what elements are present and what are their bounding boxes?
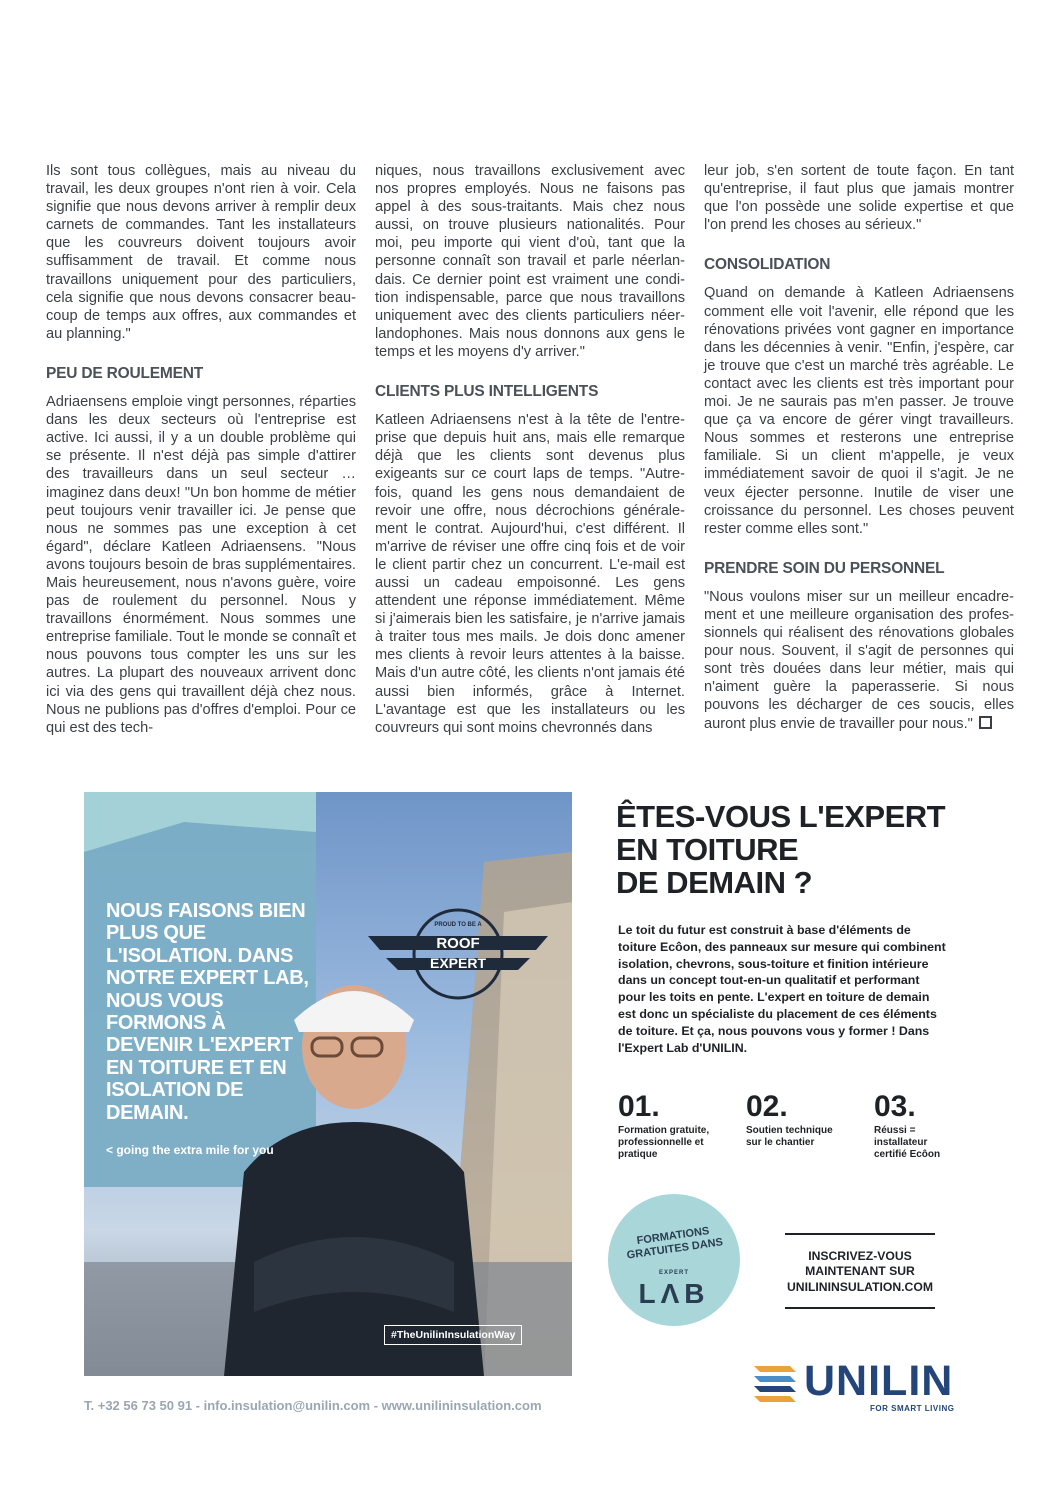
article-column-2 (375, 162, 685, 737)
unilin-logo (750, 1358, 960, 1418)
brand-name: UNILIN (804, 1357, 954, 1405)
article-column-3 (704, 162, 1014, 733)
badge-expert-text: EXPERT (658, 1270, 689, 1276)
unilin-logo-icon (750, 1360, 800, 1406)
hashtag-label: #TheUnilinInsulationWay (384, 1325, 522, 1345)
article-column-1 (46, 162, 356, 737)
paragraph: Quand on demande à Katleen Adriaensens comment elle voit l'avenir, elle répond que les rénovations privées vont gagner en importance dans les décennies à venir. "Enfin, j'espère, car je trouve que c'est un marché très agréable. Le contact avec les clients est très important pour moi. Je ne saurais pas m'en passer. Je trouve que ça va encore de gérer vingt travailleurs. Nous sommes et resterons une entreprise familiale. Si un client m'appelle, je veux immédiatement savoir de quoi il s'agit. Je ne veux éjecter personne. Inutile de viser une croissance du personnel. Les choses peuvent rester comme elles sont." (704, 285, 1014, 537)
ad-title-line: EN TOITURE (616, 832, 799, 867)
paragraph (704, 588, 1014, 733)
step-number: 02. (746, 1090, 788, 1123)
badge-lab-text: LΛB (638, 1278, 710, 1309)
ad-body-text: Le toit du futur est construit à base d'éléments de toiture Ecôon, des panneaux sur mesure qui combinent isolation, chevrons, sous-toiture et finition intérieure dans un concept tout-en-un qualitatif et performant pour les toits en pente. L'expert en toiture de demain est donc un spécialiste du placement de ces éléments de toiture. Et ça, nous pouvons vous y former ! Dans l'Expert Lab d'UNILIN. (618, 923, 946, 1055)
paragraph: Ils sont tous collègues, mais au niveau du travail, les deux groupes n'ont rien à voir. Cela signifie que nous devons arriver à remplir deux carnets de commandes. Tant les installateurs que les couvreurs doivent toujours avoir suffisamment de travail. Et comme nous travaillons uniquement pour des particuliers, cela signifie que nous devons consacrer beaucoup de temps aux offres, aux commandes et au planning." (46, 163, 356, 342)
contact-line: T. +32 56 73 50 91 - info.insulation@unilin.com - www.unilininsulation.com (84, 1398, 542, 1413)
paragraph: Katleen Adriaensens n'est à la tête de l'entreprise que depuis huit ans, mais elle remarque déjà que les clients sont devenus plus exigeants sur ce court laps de temps. "Autrefois, quand les gens nous demandaient de revoir une offre, nous décrochions généralement le contrat. Aujourd'hui, c'est différent. Il m'arrive de réviser une offre cinq fois et de voir le client partir chez un concurrent. L'e-mail est aussi un cadeau empoisonné. Les gens attendent une réponse immédiatement. Même si j'aimerais bien les satisfaire, je n'arrive jamais à traiter tous mes mails. Je dois donc amener mes clients à revoir leurs attentes à la baisse. Mais d'un autre côté, les clients n'ont jamais été aussi bien informés, grâce à Internet. L'avantage est que les installateurs ou les couvreurs qui sont moins chevronnés dans (375, 412, 685, 736)
brand-tagline: FOR SMART LIVING (870, 1404, 955, 1413)
ad-title-line: ÊTES-VOUS L'EXPERT (616, 799, 946, 834)
badge-line1-text: ROOF (436, 935, 480, 952)
expert-lab-badge (608, 1194, 740, 1326)
cta-link[interactable]: INSCRIVEZ-VOUS MAINTENANT SUR UNILININSULATION.COM (786, 1249, 933, 1294)
end-mark-icon (979, 716, 992, 729)
section-heading: CLIENTS PLUS INTELLIGENTS (375, 383, 599, 401)
divider (785, 1307, 935, 1309)
step-number: 01. (618, 1090, 660, 1123)
paragraph: leur job, s'en sortent de toute façon. En tant qu'entreprise, il faut plus que jamais montrer que l'on possède une solide expertise et que l'on prend les choses au sérieux." (704, 163, 1014, 234)
ad-title-line: DE DEMAIN ? (616, 865, 812, 900)
paragraph: Adriaensens emploie vingt personnes, réparties dans les deux secteurs où l'entreprise est active. Ici aussi, il y a un double problème qui se présente. Il n'est déjà pas simple d'attirer des travailleurs dans un seul secteur … imaginez dans deux! "Un bon homme de métier peut toujours venir travailler ici. Je pense que nous ne sommes pas une exception à cet égard", déclare Katleen Adriaensens. "Nous avons toujours besoin de bras supplémentaires. Mais heureusement, nous n'avons guère, voire pas de roulement du personnel. Nous y travaillons énormément. Nous sommes une entreprise familiale. Tout le monde se connaît et nous pouvons tous compter les uns sur les autres. La plupart des nouveaux arrivent donc ici via des gens qui travaillent déjà chez nous. Nous ne publions pas d'offres d'emploi. Pour ce qui est des tech- (46, 394, 356, 736)
section-heading: PRENDRE SOIN DU PERSONNEL (704, 559, 945, 577)
paragraph: niques, nous travaillons exclusivement avec nos propres employés. Nous ne faisons pas appel à des sous-traitants. Mais chez nous aussi, on trouve plusieurs nationalités. Pour moi, peu importe qui vient d'où, tant que la personne connaît son travail et parle néerlandais. Ce dernier point est vraiment une condition indispensable, parce que nous travaillons uniquement avec des clients particuliers néerlandophones. Mais nous donnons aux gens le temps et les moyens d'y arriver." (375, 163, 685, 360)
step-label: Formation gratuite, professionnelle et pratique (618, 1125, 710, 1160)
ad-headline: NOUS FAISONS BIEN PLUS QUE L'ISOLATION. DANS NOTRE EXPERT LAB, NOUS VOUS FORMONS À DEVENIR L'EXPERT EN TOITURE ET EN ISOLATION DE DEMAIN. (106, 900, 309, 1124)
step-label: Soutien technique sur le chantier (746, 1125, 833, 1148)
paragraph-text: "Nous voulons miser sur un meilleur encadrement et une meilleure organisation des professionnels qui réalisent des rénovations globales pour nous. Souvent, il s'agit de personnes qui sont très douées dans leur métier, mais qui n'aiment guère la paperasserie. Si nous pouvons les décharger de ces soucis, elles auront plus envie de travailler pour nous." (704, 588, 1014, 732)
roof-expert-badge-icon (368, 906, 548, 1007)
step-1 (618, 1091, 738, 1161)
badge-top-text: PROUD TO BE A (434, 922, 482, 928)
step-label: Réussi = installateur certifié Ecôon (874, 1125, 941, 1160)
divider (785, 1233, 935, 1235)
section-heading: PEU DE ROULEMENT (46, 364, 203, 382)
cta-block (770, 1233, 950, 1309)
step-number: 03. (874, 1090, 916, 1123)
badge-line2-text: EXPERT (429, 955, 487, 971)
ad-title (616, 800, 996, 899)
badge-text: FORMATIONS GRATUITES DANS (625, 1225, 724, 1262)
ad-tagline: < going the extra mile for you (106, 1143, 274, 1157)
step-3 (874, 1091, 954, 1161)
section-heading: CONSOLIDATION (704, 256, 831, 274)
step-2 (746, 1091, 846, 1149)
